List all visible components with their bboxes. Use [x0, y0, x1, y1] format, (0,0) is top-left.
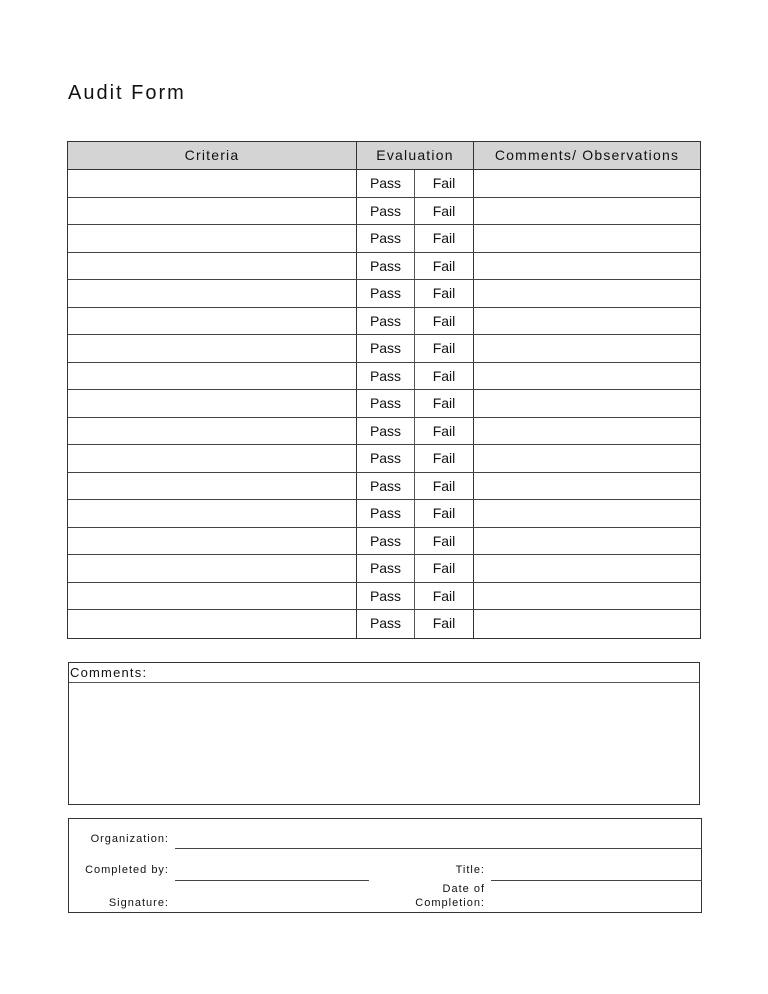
table-row — [68, 390, 700, 418]
observation-cell[interactable] — [474, 335, 700, 362]
pass-option[interactable]: Pass — [357, 473, 415, 500]
observation-cell[interactable] — [474, 198, 700, 225]
fail-option[interactable]: Fail — [415, 555, 474, 582]
form-title: Audit Form — [68, 82, 186, 104]
title-line[interactable] — [491, 880, 702, 881]
comments-observations-header: Comments/ Observations — [494, 147, 680, 163]
signoff-box — [68, 818, 702, 913]
criteria-cell[interactable] — [68, 198, 357, 225]
observation-cell[interactable] — [474, 528, 700, 555]
organization-label: Organization: — [90, 833, 169, 845]
criteria-cell[interactable] — [68, 500, 357, 527]
pass-option[interactable]: Pass — [357, 225, 415, 252]
table-row — [68, 555, 700, 583]
criteria-cell[interactable] — [68, 528, 357, 555]
comments-area[interactable] — [69, 683, 699, 804]
table-row — [68, 363, 700, 391]
criteria-cell[interactable] — [68, 583, 357, 610]
signature-label: Signature: — [108, 897, 169, 909]
criteria-header: Criteria — [68, 142, 357, 169]
table-row — [68, 280, 700, 308]
audit-table-body — [68, 170, 700, 638]
title-label: Title: — [455, 864, 485, 876]
fail-option[interactable]: Fail — [415, 308, 474, 335]
observation-cell[interactable] — [474, 390, 700, 417]
criteria-cell[interactable] — [68, 610, 357, 638]
observation-cell[interactable] — [474, 583, 700, 610]
criteria-cell[interactable] — [68, 280, 357, 307]
observation-cell[interactable] — [474, 445, 700, 472]
pass-option[interactable]: Pass — [357, 418, 415, 445]
fail-option[interactable]: Fail — [415, 170, 474, 197]
fail-option[interactable]: Fail — [415, 225, 474, 252]
pass-option[interactable]: Pass — [357, 308, 415, 335]
observation-cell[interactable] — [474, 610, 700, 638]
criteria-cell[interactable] — [68, 363, 357, 390]
fail-option[interactable]: Fail — [415, 473, 474, 500]
fail-option[interactable]: Fail — [415, 610, 474, 638]
table-row — [68, 500, 700, 528]
pass-option[interactable]: Pass — [357, 555, 415, 582]
criteria-cell[interactable] — [68, 473, 357, 500]
fail-option[interactable]: Fail — [415, 528, 474, 555]
fail-option[interactable]: Fail — [415, 418, 474, 445]
pass-option[interactable]: Pass — [357, 610, 415, 638]
criteria-cell[interactable] — [68, 418, 357, 445]
observation-cell[interactable] — [474, 418, 700, 445]
table-row — [68, 445, 700, 473]
fail-option[interactable]: Fail — [415, 390, 474, 417]
audit-table-header — [68, 142, 700, 170]
fail-option[interactable]: Fail — [415, 280, 474, 307]
table-row — [68, 473, 700, 501]
pass-option[interactable]: Pass — [357, 170, 415, 197]
pass-option[interactable]: Pass — [357, 445, 415, 472]
fail-option[interactable]: Fail — [415, 335, 474, 362]
organization-line[interactable] — [175, 848, 702, 849]
pass-option[interactable]: Pass — [357, 500, 415, 527]
table-row — [68, 583, 700, 611]
observation-cell[interactable] — [474, 170, 700, 197]
date-label-line2: Completion: — [415, 897, 485, 909]
table-row — [68, 610, 700, 638]
observation-cell[interactable] — [474, 555, 700, 582]
observation-cell[interactable] — [474, 280, 700, 307]
table-row — [68, 418, 700, 446]
pass-option[interactable]: Pass — [357, 335, 415, 362]
pass-option[interactable]: Pass — [357, 528, 415, 555]
pass-option[interactable]: Pass — [357, 253, 415, 280]
criteria-cell[interactable] — [68, 445, 357, 472]
completed-by-label: Completed by: — [85, 864, 169, 876]
pass-option[interactable]: Pass — [357, 583, 415, 610]
pass-option[interactable]: Pass — [357, 280, 415, 307]
table-row — [68, 225, 700, 253]
fail-option[interactable]: Fail — [415, 445, 474, 472]
observation-cell[interactable] — [474, 363, 700, 390]
observation-cell[interactable] — [474, 500, 700, 527]
date-of-completion-label — [415, 882, 485, 910]
table-row — [68, 335, 700, 363]
fail-option[interactable]: Fail — [415, 363, 474, 390]
fail-option[interactable]: Fail — [415, 198, 474, 225]
fail-option[interactable]: Fail — [415, 253, 474, 280]
comments-label: Comments: — [69, 663, 699, 683]
fail-option[interactable]: Fail — [415, 583, 474, 610]
completed-by-line[interactable] — [175, 880, 369, 881]
audit-table — [67, 141, 701, 639]
table-row — [68, 198, 700, 226]
fail-option[interactable]: Fail — [415, 500, 474, 527]
criteria-cell[interactable] — [68, 225, 357, 252]
evaluation-header: Evaluation — [357, 142, 474, 169]
table-row — [68, 308, 700, 336]
table-row — [68, 253, 700, 281]
criteria-cell[interactable] — [68, 335, 357, 362]
date-label-line1: Date of — [442, 883, 485, 895]
table-row — [68, 170, 700, 198]
pass-option[interactable]: Pass — [357, 390, 415, 417]
criteria-cell[interactable] — [68, 308, 357, 335]
pass-option[interactable]: Pass — [357, 198, 415, 225]
observation-cell[interactable] — [474, 473, 700, 500]
observation-cell[interactable] — [474, 308, 700, 335]
observation-cell[interactable] — [474, 253, 700, 280]
comments-box — [68, 662, 700, 805]
criteria-cell[interactable] — [68, 390, 357, 417]
observation-cell[interactable] — [474, 225, 700, 252]
pass-option[interactable]: Pass — [357, 363, 415, 390]
table-row — [68, 528, 700, 556]
criteria-cell[interactable] — [68, 555, 357, 582]
criteria-cell[interactable] — [68, 170, 357, 197]
criteria-cell[interactable] — [68, 253, 357, 280]
